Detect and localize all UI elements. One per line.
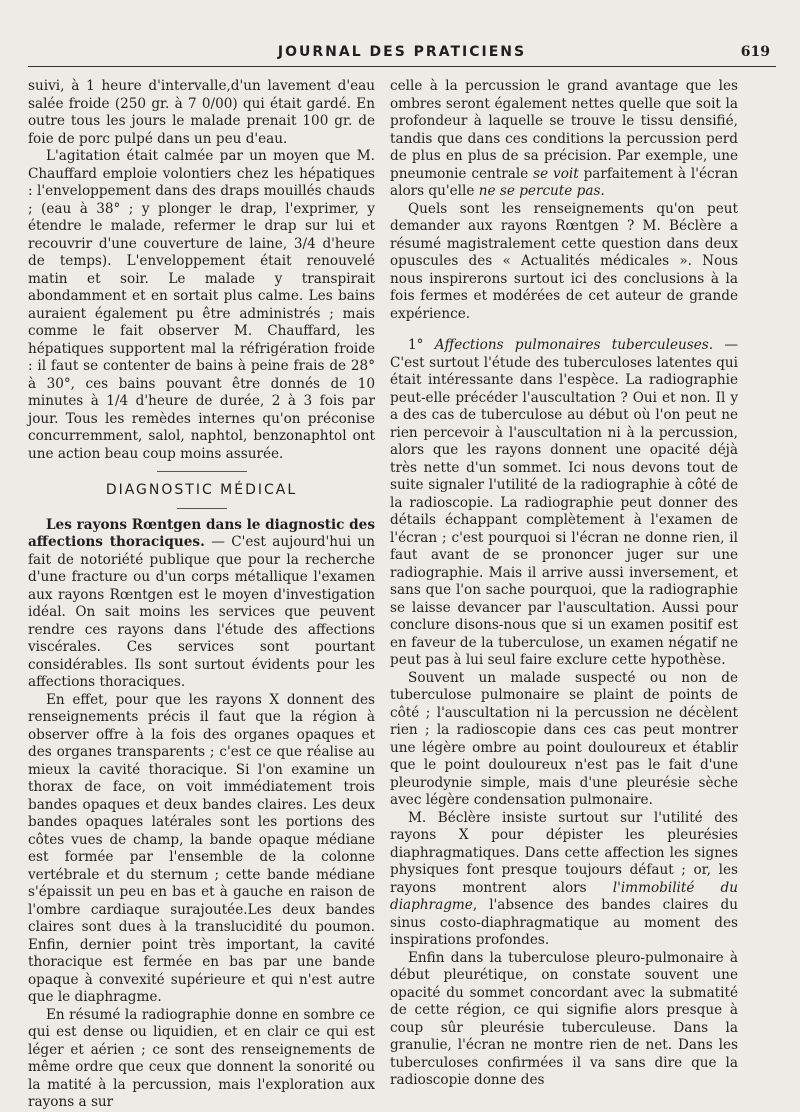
text-run: 1° (408, 337, 435, 353)
italic-text: ne se percute pas. (478, 183, 605, 199)
paragraph: Enfin dans la tuberculose pleuro-pulmonaire à début pleurétique, on constate souvent une opacité du sommet concordant avec la submatité de cette région, ce qui signifie alors presque à coup sûr pleurésie tuberculeuse. Dans la granulie, l'écran ne montre rien de net. Dans les tuberculoses confirmées il va sans dire que la radioscopie donne des (390, 949, 738, 1088)
section-title: DIAGNOSTIC MÉDICAL (105, 482, 298, 498)
text-run: M. Béclère insiste surtout sur l'utilité des rayons X pour dépister les pleurésies diaphragmatiques. Dans cette affection les signes physiques font presque toujours défaut ; or, les rayons montrent alors (390, 809, 738, 896)
paragraph (390, 78, 738, 201)
paragraph: Quels sont les renseignements qu'on peut demander aux rayons Rœntgen ? M. Béclère a résumé magistralement cette question dans deux opuscules des « Actualités médicales ». Nous nous inspirerons surtout ici des conclusions à la fois fermes et modérées de cet auteur de grande expérience. (390, 200, 738, 322)
article-title: Les rayons Rœntgen dans le diagnostic des affections thoraciques. (28, 516, 375, 550)
separator-rule (177, 508, 227, 509)
right-column (390, 78, 738, 1090)
article-text: — C'est aujourd'hui un fait de notoriété publique que pour la recherche d'une fracture ou d'un corps métallique l'examen aux rayons Rœntgen est le moyen d'investigation idéal. On sait moins les services que peuvent rendre ces rayons dans l'étude des affections viscérales. Ces services sont pourtant considérables. Ils sont surtout évidents pour les affections thoraciques. (28, 534, 375, 690)
separator-rule (157, 471, 247, 472)
text-run: , l'absence des bandes claires du sinus costo-diaphragmatique au moment des inspirations profondes. (390, 897, 738, 948)
page-number: 619 (740, 44, 770, 60)
paragraph: Souvent un malade suspecté ou non de tuberculose pulmonaire se plaint de points de côté ; l'auscultation ni la percussion ne décèlent rien ; la radioscopie dans ces cas peut montrer une légère ombre au point douloureux et établir que le point douloureux n'est pas le fait d'une pleurodynie simple, mais d'une pleurésie sèche avec légère condensation pulmonaire. (390, 669, 738, 808)
page-header (28, 42, 776, 67)
paragraph (390, 337, 738, 670)
left-column (28, 78, 375, 1112)
spacer (390, 323, 738, 337)
text-run: — C'est surtout l'étude des tuberculoses latentes qui était intéressante dans l'espèce. La radiographie peut-elle précéder l'auscultation ? Oui et non. Il y a des cas de tuberculose au début où l'on peut ne rien percevoir à l'auscultation ni à la percussion, alors que les rayons donnent une opacité déjà très nette d'un sommet. Ici nous devons tout de suite signaler l'utilité de la radiographie à côté de la radioscopie. La radiographie peut donner des détails échappant complètement à l'examen de l'écran ; c'est pourquoi si l'écran ne donne rien, il faut avant de se prononcer juger sur une radiographie. Mais il arrive aussi inversement, et sans que l'on sache pourquoi, que la radiographie se laisse devancer par l'auscultation. Aussi pour conclure disons-nous que si un examen positif est en faveur de la tuberculose, un examen négatif ne peut pas à lui seul faire exclure cette hypothèse. (390, 337, 738, 668)
text-run: parfaitement à l'écran alors qu'elle (390, 165, 738, 199)
italic-text: se voit (533, 165, 579, 182)
paragraph (390, 810, 738, 950)
paragraph: En résumé la radiographie donne en sombre ce qui est dense ou liquidien, et en clair ce qui est léger et aérien ; ce sont des renseignements de même ordre que ceux que donnent la sonorité ou la matité à la percussion, mais l'exploration aux rayons a sur (28, 1006, 375, 1110)
paragraph: suivi, à 1 heure d'intervalle,d'un lavement d'eau salée froide (250 gr. à 7 0/00) qui était gardé. En outre tous les jours le malade prenait 100 gr. de foie de porc pulpé dans un peu d'eau. (28, 78, 375, 147)
paragraph: En effet, pour que les rayons X donnent des renseignements précis il faut que la région à observer offre à la fois des organes opaques et des organes transparents ; c'est ce que réalise au mieux la cavité thoracique. Si l'on examine un thorax de face, on voit immédiatement trois bandes opaques et deux bandes claires. Les deux bandes opaques latérales sont les portions des côtes vues de champ, la bande opaque médiane est formée par l'ensemble de la colonne vertébrale et du sternum ; cette bande médiane s'épaissit un peu en bas et à gauche en raison de l'ombre cardiaque surajoutée.Les deux bandes claires sont dues à la translucidité du poumon. Enfin, dernier point très important, la cavité thoracique est fermée en bas par une bande opaque à convexité supérieure et qui n'est autre que le diaphragme. (28, 691, 375, 1005)
article-paragraph (28, 517, 375, 692)
paragraph: L'agitation était calmée par un moyen que M. Chauffard emploie volontiers chez les hépatiques : l'enveloppement dans des draps mouillés chauds ; (eau à 38° ; y plonger le drap, l'exprimer, y étendre le malade, refermer le drap sur lui et recouvrir d'une couverture de laine, 3/4 d'heure de temps). L'enveloppement était renouvelé matin et soir. Le malade y transpirait abondamment et en sortait plus calme. Les bains auraient également pu être administrés ; mais comme le fait observer M. Chauffard, les hépatiques supportent mal la réfrigération froide : il faut se contenter de bains à peine frais de 28° à 30°, ces bains pouvant être donnés de 10 minutes à 1/4 d'heure de durée, 2 à 3 fois par jour. Tous les remèdes internes qu'on préconise concurremment, salol, naphtol, benzonaphtol ont une action beau coup moins assurée. (28, 148, 375, 462)
italic-heading: Affections pulmonaires tuberculeuses. (434, 337, 714, 353)
journal-title: JOURNAL DES PRATICIENS (277, 44, 527, 60)
text-run: celle à la percussion le grand avantage que les ombres seront également nettes quelle que soit la profondeur à laquelle se trouve le tissu densifié, tandis que dans ces conditions la percussion perd de plus en plus de sa précision. Par exemple, une pneumonie centrale (390, 78, 738, 182)
italic-text: l'immobilité du diaphragme (390, 879, 738, 913)
